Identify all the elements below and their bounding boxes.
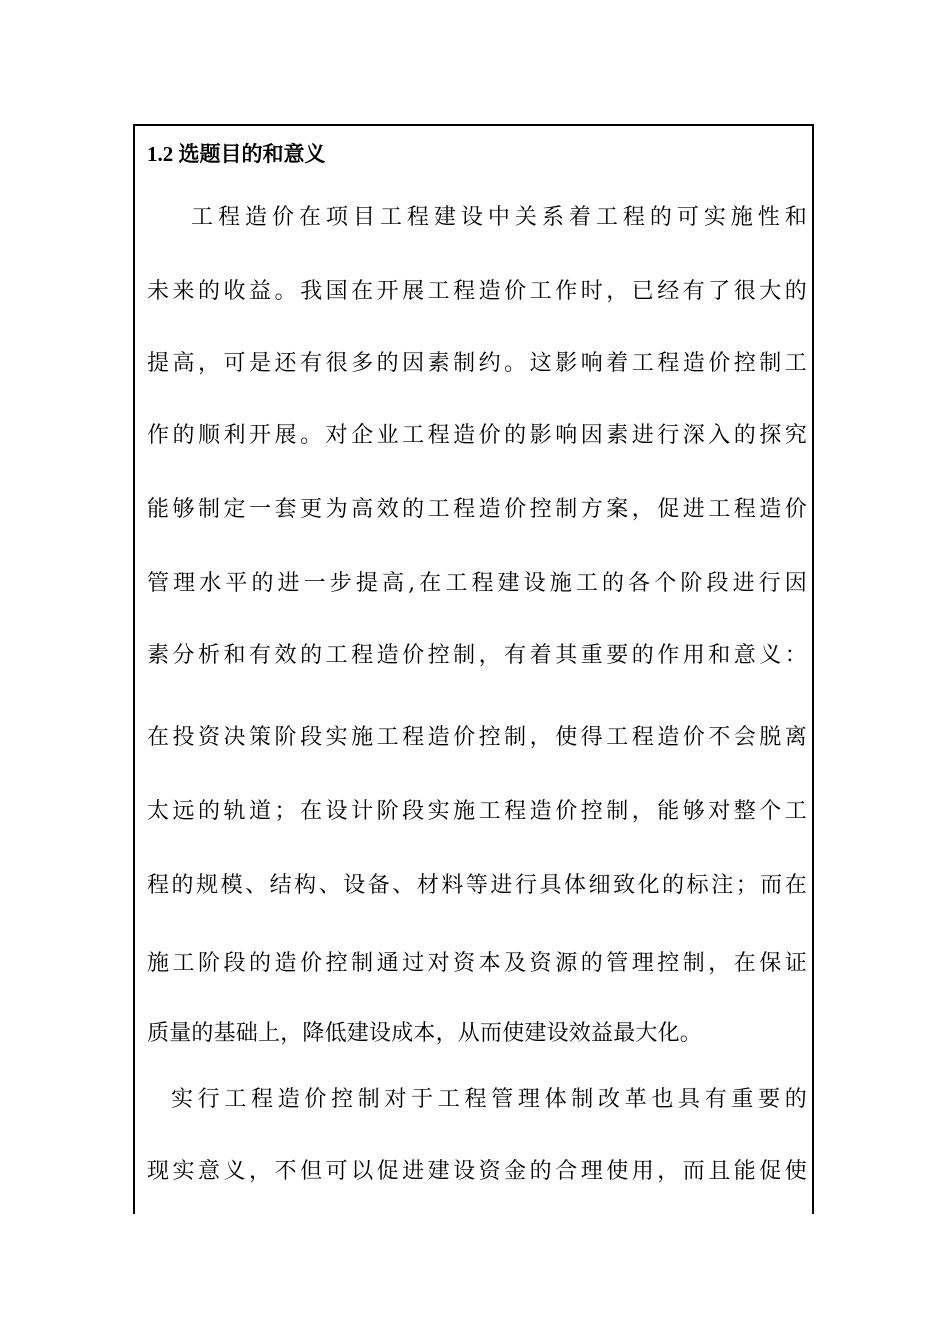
paragraph-line: 工程造价在项目工程建设中关系着工程的可实施性和 bbox=[191, 205, 807, 230]
paragraph-line: 施工阶段的造价控制通过对资本及资源的管理控制，在保证 bbox=[147, 951, 807, 976]
section-heading: 1.2 选题目的和意义 bbox=[147, 142, 326, 166]
paragraph-line: 素分析和有效的工程造价控制，有着其重要的作用和意义： bbox=[147, 643, 807, 668]
paragraph-line: 管理水平的进一步提高,在工程建设施工的各个阶段进行因 bbox=[147, 571, 807, 596]
paragraph-line: 实行工程造价控制对于工程管理体制改革也具有重要的 bbox=[171, 1087, 807, 1112]
paragraph-line: 在投资决策阶段实施工程造价控制，使得工程造价不会脱离 bbox=[147, 725, 807, 750]
paragraph-line: 现实意义，不但可以促进建设资金的合理使用，而且能促使 bbox=[147, 1159, 807, 1184]
paragraph-line: 未来的收益。我国在开展工程造价工作时，已经有了很大的 bbox=[147, 279, 807, 304]
paragraph-line: 质量的基础上，降低建设成本，从而使建设效益最大化。 bbox=[147, 1021, 703, 1046]
paragraph-line: 能够制定一套更为高效的工程造价控制方案，促进工程造价 bbox=[147, 497, 807, 522]
paragraph-line: 程的规模、结构、设备、材料等进行具体细致化的标注；而在 bbox=[147, 873, 807, 898]
content-frame bbox=[133, 124, 814, 1214]
paragraph-line: 作的顺利开展。对企业工程造价的影响因素进行深入的探究 bbox=[147, 423, 807, 448]
paragraph-line: 太远的轨道；在设计阶段实施工程造价控制，能够对整个工 bbox=[147, 799, 807, 824]
paragraph-line: 提高，可是还有很多的因素制约。这影响着工程造价控制工 bbox=[147, 351, 807, 376]
